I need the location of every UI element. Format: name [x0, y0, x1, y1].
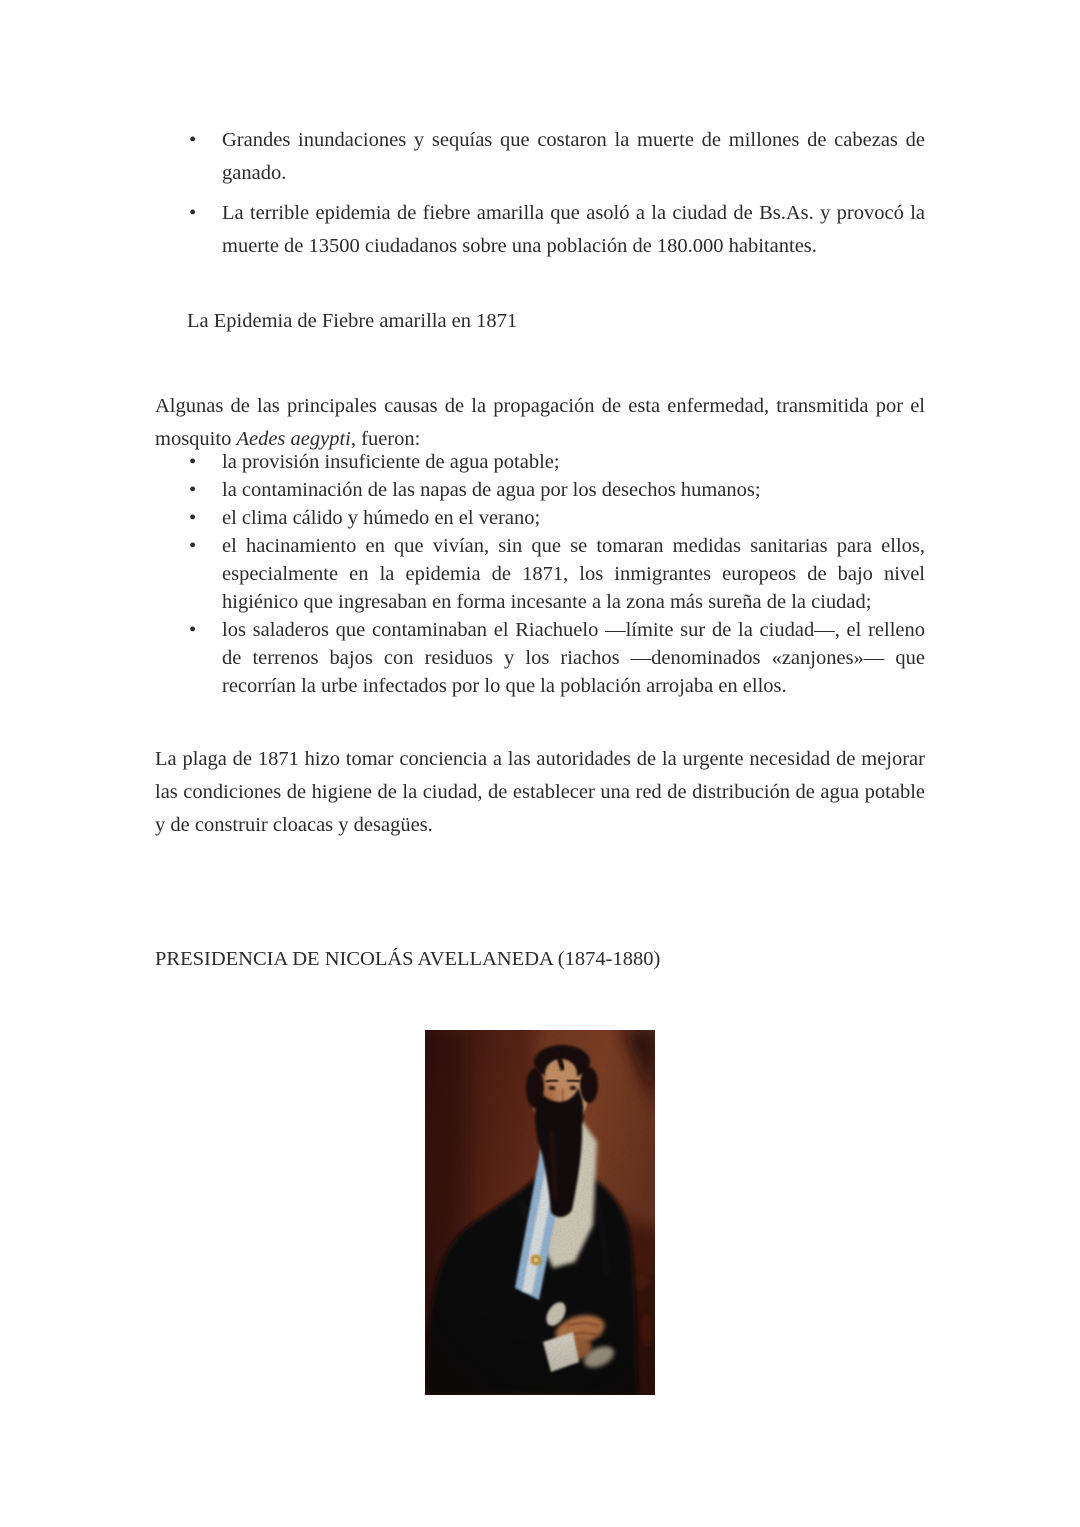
- plague-paragraph: La plaga de 1871 hizo tomar conciencia a las autoridades de la urgente necesidad de mejorar las condiciones de higiene de la ciudad, de establecer una red de distribución de agua potable y de construir cloacas y desagües.: [155, 748, 925, 836]
- list-item: [155, 616, 925, 700]
- bullet-marker-icon: •: [189, 507, 197, 529]
- list-item: [155, 476, 925, 504]
- list-item: [155, 504, 925, 532]
- bullet-marker-icon: •: [189, 619, 197, 641]
- vignette: [425, 1030, 655, 1395]
- causes-bullet-list: [155, 448, 925, 700]
- bullet-marker-icon: •: [189, 129, 197, 151]
- bullet-marker-icon: •: [189, 202, 197, 224]
- list-item-text: Grandes inundaciones y sequías que costaron la muerte de millones de cabezas de ganado.: [222, 129, 925, 184]
- portrait-painting: [425, 1030, 655, 1395]
- list-item: [155, 532, 925, 616]
- presidency-heading: PRESIDENCIA DE NICOLÁS AVELLANEDA (1874-1880): [155, 948, 661, 970]
- list-item-text: los saladeros que contaminaban el Riachuelo —límite sur de la ciudad—, el relleno de terrenos bajos con residuos y los riachos —denominados «zanjones»— que recorrían la urbe infectados por lo que la población arrojaba en ellos.: [222, 619, 925, 697]
- list-item: [155, 448, 925, 476]
- causes-intro-paragraph: [155, 390, 925, 456]
- bullet-marker-icon: •: [189, 451, 197, 473]
- list-item-text: la contaminación de las napas de agua por los desechos humanos;: [222, 479, 761, 501]
- list-item-text: La terrible epidemia de fiebre amarilla que asoló a la ciudad de Bs.As. y provocó la muerte de 13500 ciudadanos sobre una población de 180.000 habitantes.: [222, 202, 925, 257]
- avellaneda-portrait-image: [425, 1030, 655, 1395]
- list-item: [155, 197, 925, 263]
- list-item-text: el hacinamiento en que vivían, sin que se tomaran medidas sanitarias para ellos, especialmente en la epidemia de 1871, los inmigrantes europeos de bajo nivel higiénico que ingresaban en forma incesante a la zona más sureña de la ciudad;: [222, 535, 925, 613]
- list-item-text: el clima cálido y húmedo en el verano;: [222, 507, 541, 529]
- bullet-marker-icon: •: [189, 479, 197, 501]
- bullet-marker-icon: •: [189, 535, 197, 557]
- paragraph-text: , fueron:: [350, 428, 421, 450]
- section-heading-epidemia: La Epidemia de Fiebre amarilla en 1871: [187, 310, 518, 332]
- intro-bullet-list: [155, 124, 925, 270]
- paragraph-text: Algunas de las principales causas de la propagación de esta enfermedad, transmitida por el mosquito: [155, 395, 925, 450]
- species-name-italic: Aedes aegypti: [236, 428, 351, 450]
- list-item: [155, 124, 925, 190]
- list-item-text: la provisión insuficiente de agua potable;: [222, 451, 560, 473]
